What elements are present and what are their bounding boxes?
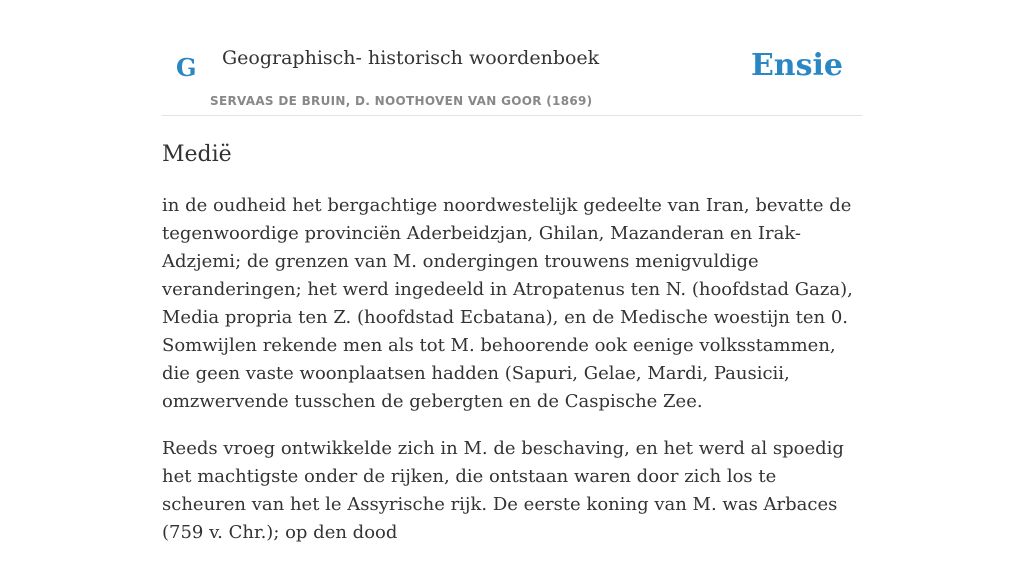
header xyxy=(162,0,862,116)
entry-title: Medië xyxy=(162,142,232,167)
book-logo-icon[interactable]: G xyxy=(176,53,197,82)
book-title-link[interactable]: Geographisch- historisch woordenboek xyxy=(222,47,600,69)
page xyxy=(162,0,862,543)
ensie-logo-link[interactable]: Ensie xyxy=(750,48,843,83)
entry-paragraph: in de oudheid het bergachtige noordwestelijk gedeelte van Iran, bevatte de tegenwoordige provinciën Aderbeidzjan, Ghilan, Mazanderan en Irak-Adzjemi; de grenzen van M. ondergingen trouwens menigvuldige veranderingen; het werd ingedeeld in Atropatenus ten N. (hoofdstad Gaza), Media propria ten Z. (hoofdstad Ecbatana), en de Medische woestijn ten 0. Somwijlen rekende men als tot M. behoorende ook eenige volksstammen, die geen vaste woonplaatsen hadden (Sapuri, Gelae, Mardi, Pausicii, omzwervende tusschen de gebergten en de Caspische Zee. xyxy=(162,195,853,412)
entry-body xyxy=(162,192,862,566)
entry-paragraph: Reeds vroeg ontwikkelde zich in M. de beschaving, en het werd al spoedig het machtigste onder de rijken, die ontstaan waren door zich los te scheuren van het le Assyrische rijk. De eerste koning van M. was Arbaces (759 v. Chr.); op den dood xyxy=(162,438,844,543)
book-authors: SERVAAS DE BRUIN, D. NOOTHOVEN VAN GOOR (1869) xyxy=(210,94,593,108)
